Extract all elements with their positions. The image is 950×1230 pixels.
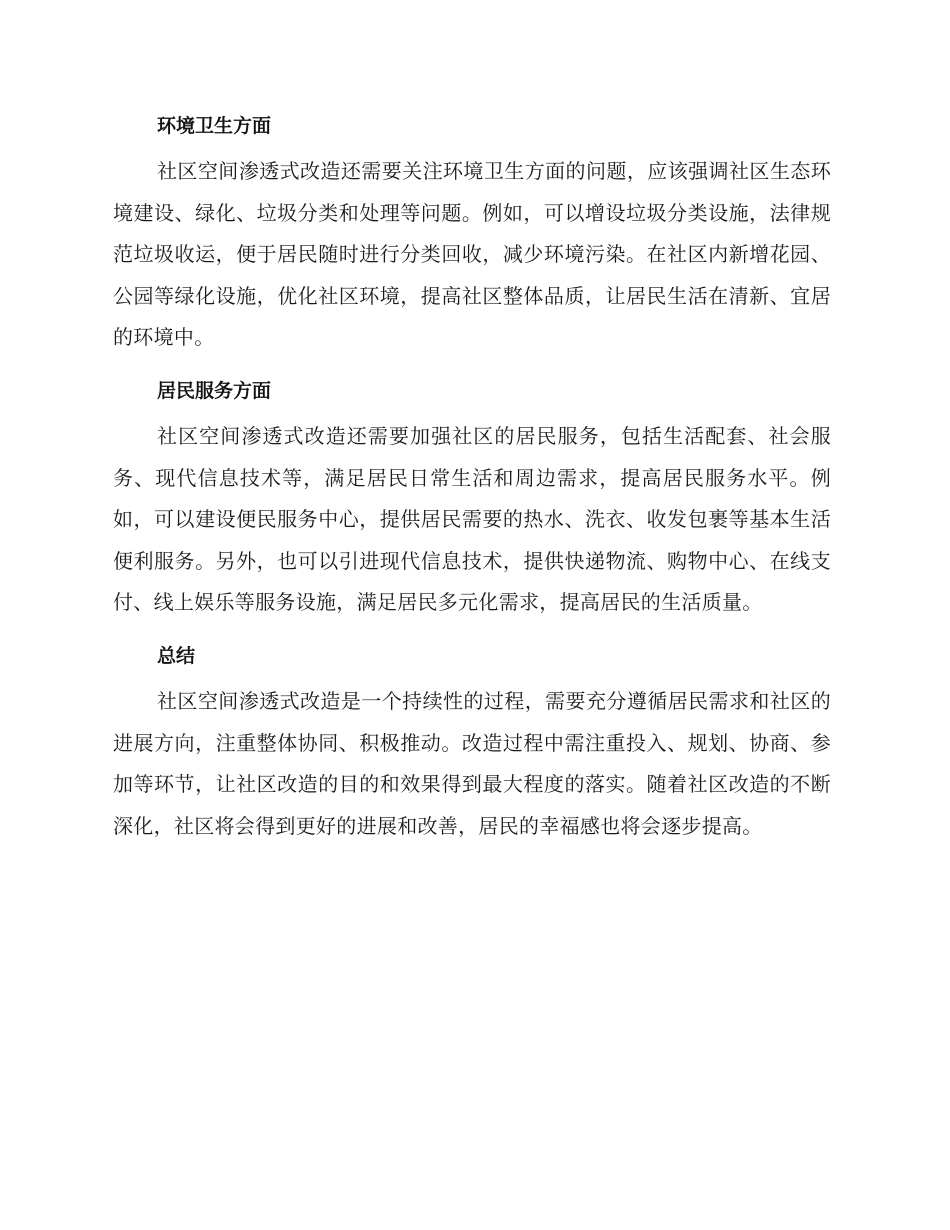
section-environment-hygiene <box>113 106 831 359</box>
section-heading: 居民服务方面 <box>157 379 272 402</box>
section-paragraph: 社区空间渗透式改造还需要加强社区的居民服务，包括生活配套、社会服务、现代信息技术等，满足居民日常生活和周边需求，提高居民服务水平。例如，可以建设便民服务中心，提供居民需要的热水、洗衣、收发包裹等基本生活便利服务。另外，也可以引进现代信息技术，提供快递物流、购物中心、在线支付、线上娱乐等服务设施，满足居民多元化需求，提高居民的生活质量。 <box>113 423 831 615</box>
section-resident-services <box>113 371 831 624</box>
section-paragraph: 社区空间渗透式改造是一个持续性的过程，需要充分遵循居民需求和社区的进展方向，注重整体协同、积极推动。改造过程中需注重投入、规划、协商、参加等环节，让社区改造的目的和效果得到最大程度的落实。随着社区改造的不断深化，社区将会得到更好的进展和改善，居民的幸福感也将会逐步提高。 <box>113 688 831 838</box>
section-summary <box>113 636 831 847</box>
section-paragraph: 社区空间渗透式改造还需要关注环境卫生方面的问题，应该强调社区生态环境建设、绿化、垃圾分类和处理等问题。例如，可以增设垃圾分类设施，法律规范垃圾收运，便于居民随时进行分类回收，减少环境污染。在社区内新增花园、公园等绿化设施，优化社区环境，提高社区整体品质，让居民生活在清新、宜居的环境中。 <box>113 159 831 350</box>
document-page <box>113 106 831 847</box>
section-heading: 总结 <box>157 644 196 667</box>
section-heading: 环境卫生方面 <box>157 115 272 137</box>
